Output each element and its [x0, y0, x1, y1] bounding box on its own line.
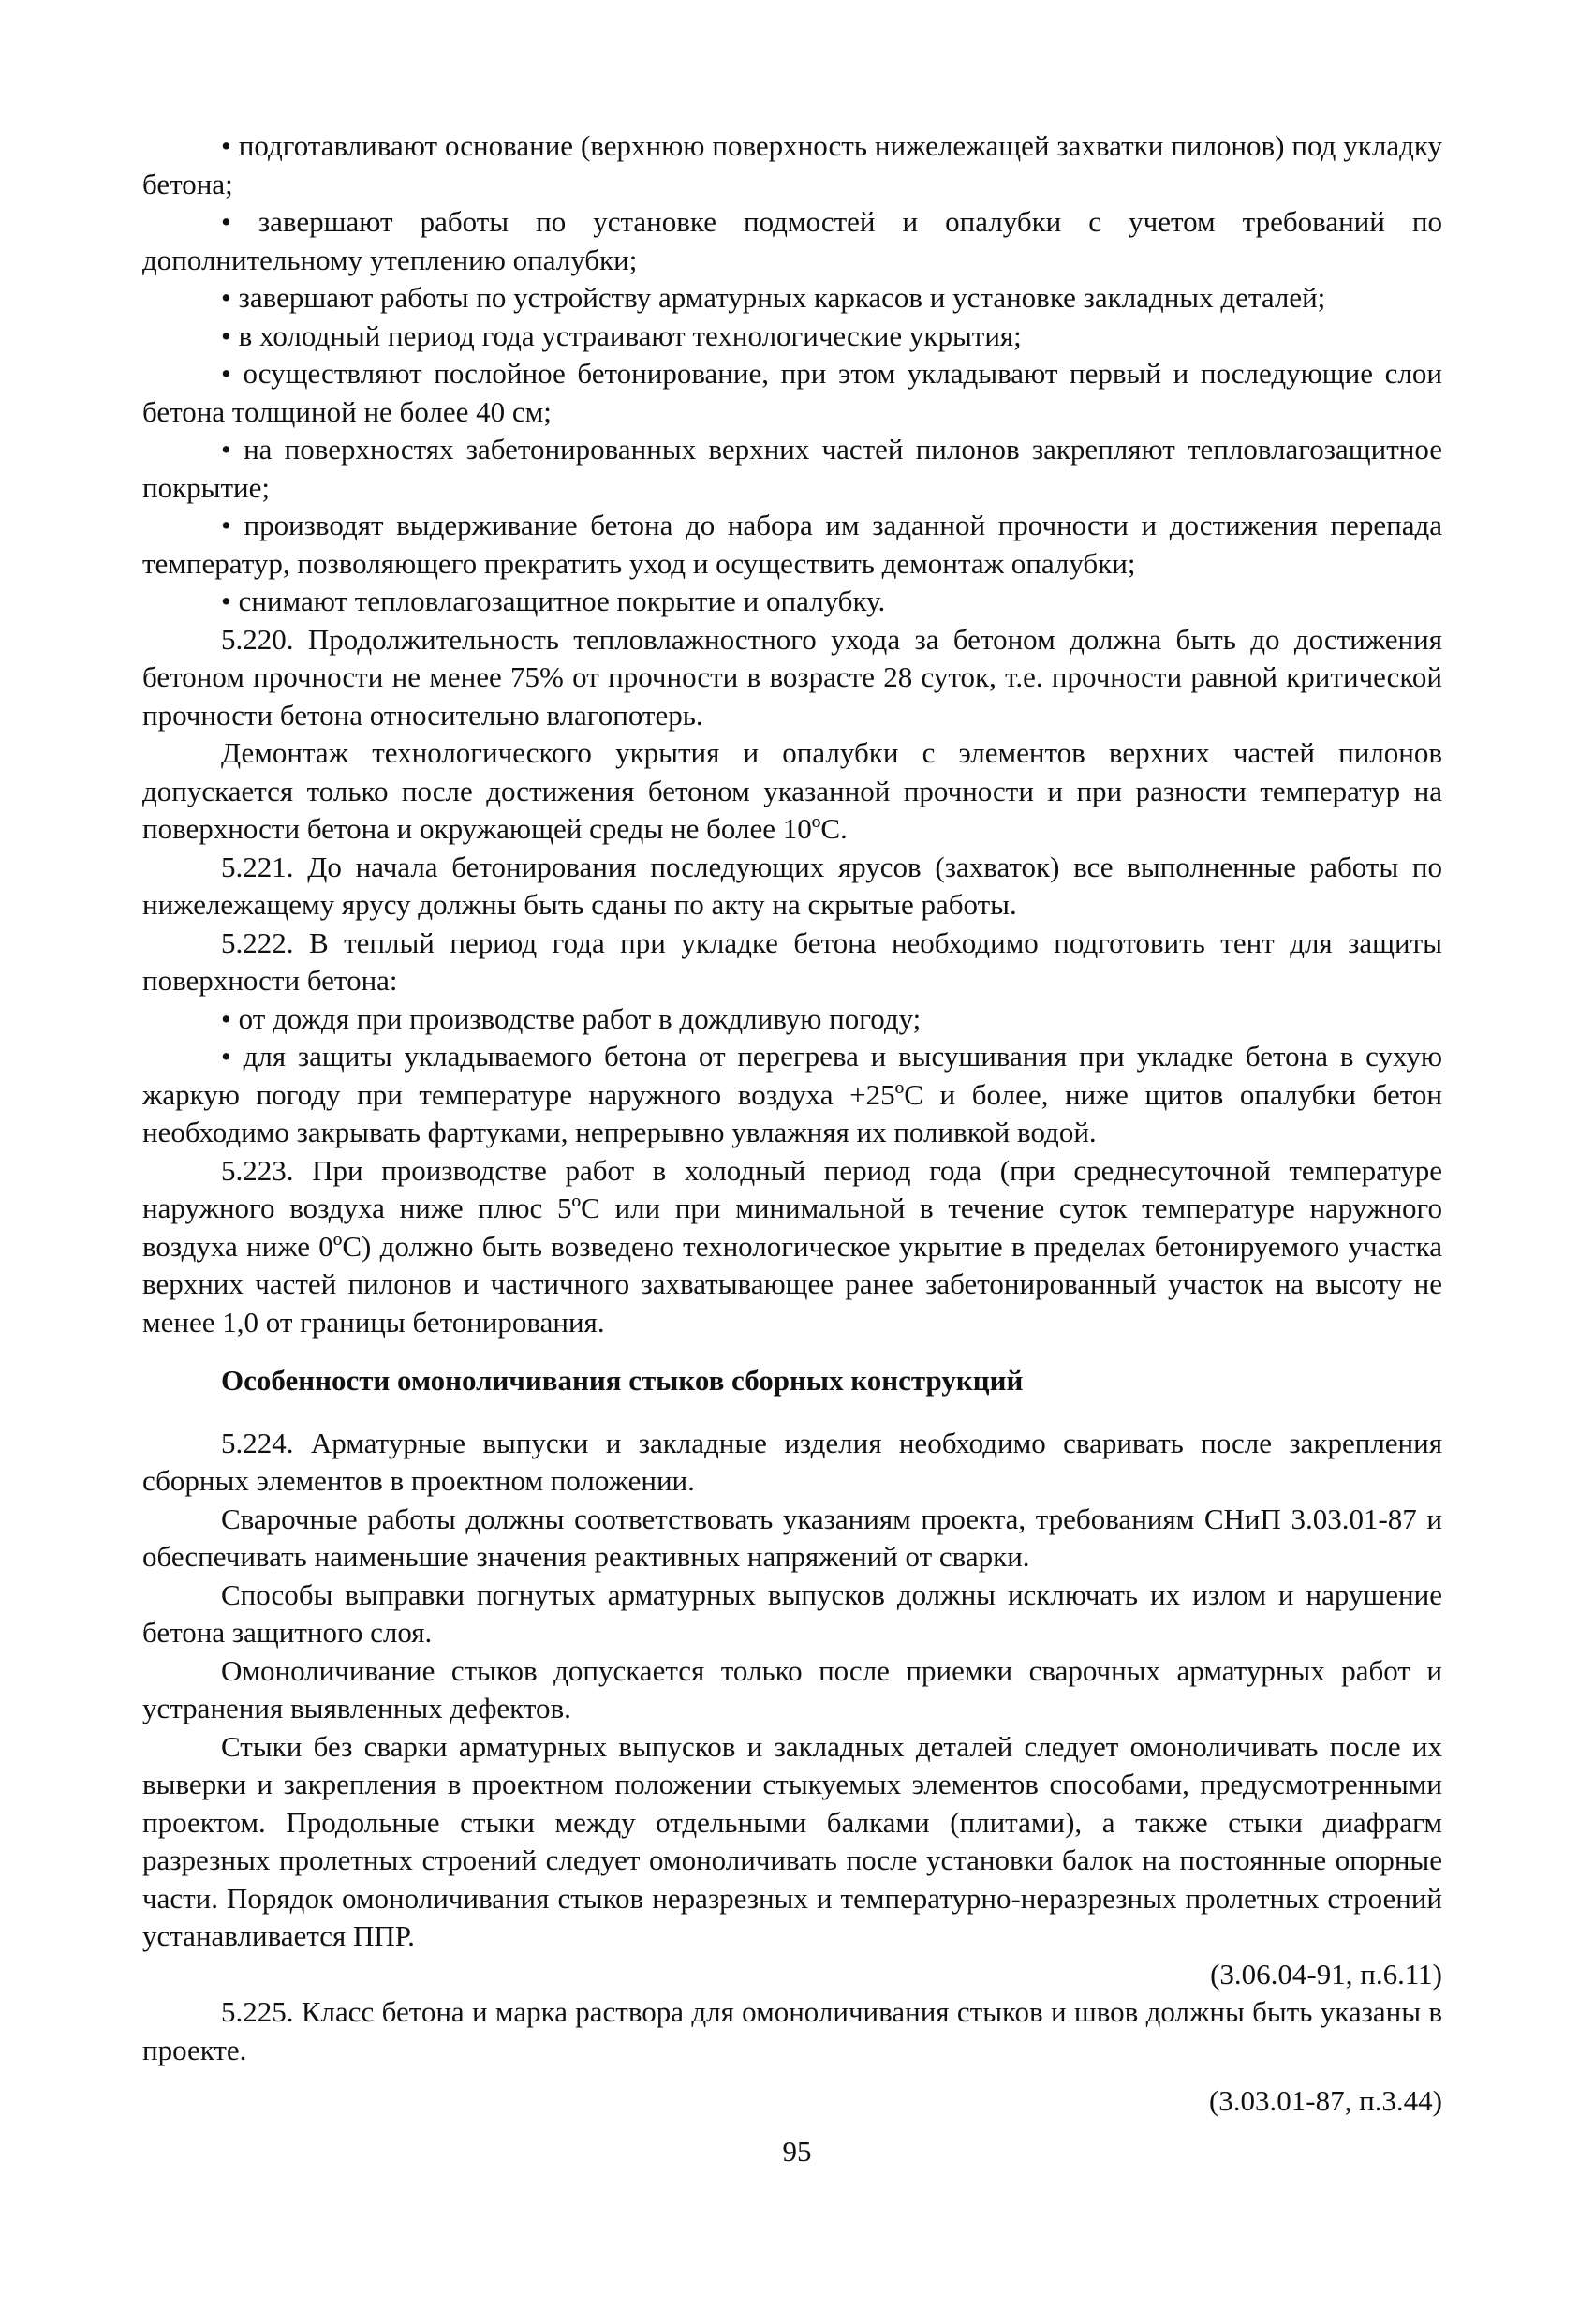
paragraph-styki: Стыки без сварки арматурных выпусков и закладных деталей следует омоноличивать после их выверки и закрепления в проектном положении стыкуемых элементов способами, предусмотренными проектом. Продольные стыки между отдельными балками (плитами), а также стыки диафрагм разрезных пролетных строений следует омоноличивать после установки балок на постоянные опорные части. Порядок омоноличивания стыков неразрезных и температурно-неразрезных пролетных строений устанавливается ППР.	[142, 1729, 1442, 1952]
paragraph-5-221: 5.221. До начала бетонирования последующих ярусов (захваток) все выполненные работы по нижележащему ярусу должны быть сданы по акту на скрытые работы.	[142, 850, 1442, 921]
list-item: • подготавливают основание (верхнюю поверхность нижележащей захватки пилонов) под укладку бетона;	[142, 127, 1442, 203]
paragraph-5-220: 5.220. Продолжительность тепловлажностного ухода за бетоном должна быть до достижения бетоном прочности не менее 75% от прочности в возрасте 28 суток, т.е. прочности равной критической прочности бетона относительно влагопотерь.	[142, 622, 1442, 732]
page-number: 95	[782, 2135, 812, 2168]
list-item: • от дождя при производстве работ в дождливую погоду;	[142, 1000, 1442, 1039]
list-item: • снимают тепловлагозащитное покрытие и опалубку.	[142, 583, 1442, 621]
section-heading: Особенности омоноличивания стыков сборных конструкций	[221, 1364, 1024, 1397]
list-item: • завершают работы по установке подмостей и опалубки с учетом требований по дополнительному утеплению опалубки;	[142, 203, 1442, 279]
paragraph-5-224: 5.224. Арматурные выпуски и закладные изделия необходимо сваривать после закрепления сборных элементов в проектном положении.	[142, 1426, 1442, 1497]
list-item: • в холодный период года устраивают технологические укрытия;	[142, 318, 1442, 356]
paragraph-sposoby: Способы выправки погнутых арматурных выпусков должны исключать их излом и нарушение бетона защитного слоя.	[142, 1577, 1442, 1649]
list-item: • производят выдерживание бетона до набора им заданной прочности и достижения перепада температур, позволяющего прекратить уход и осуществить демонтаж опалубки;	[142, 507, 1442, 583]
list-item: • на поверхностях забетонированных верхних частей пилонов закрепляют тепловлагозащитное покрытие;	[142, 431, 1442, 507]
reference-note: (3.03.01-87, п.3.44)	[1208, 2084, 1442, 2117]
paragraph-5-225: 5.225. Класс бетона и марка раствора для омоноличивания стыков и швов должны быть указаны в проекте.	[142, 1995, 1442, 2066]
reference-note: (3.06.04-91, п.6.11)	[1210, 1957, 1442, 1991]
list-item: • для защиты укладываемого бетона от перегрева и высушивания при укладке бетона в сухую жаркую погоду при температуре наружного воздуха +25ºС и более, ниже щитов опалубки бетон необходимо закрывать фартуками, непрерывно увлажняя их поливкой водой.	[142, 1038, 1442, 1152]
list-item: • осуществляют послойное бетонирование, при этом укладывают первый и последующие слои бетона толщиной не более 40 см;	[142, 355, 1442, 431]
paragraph-5-223: 5.223. При производстве работ в холодный период года (при среднесуточной температуре наружного воздуха ниже плюс 5ºС или при минимальной в течение суток температуре наружного воздуха ниже 0ºС) должно быть возведено технологическое укрытие в пределах бетонируемого участка верхних частей пилонов и частичного захватывающее ранее забетонированный участок на высоту не менее 1,0 от границы бетонирования.	[142, 1153, 1442, 1339]
tent-bullet-list	[142, 1000, 1442, 1152]
paragraph-demontazh: Демонтаж технологического укрытия и опалубки с элементов верхних частей пилонов допускается только после достижения бетоном указанной прочности и при разности температур на поверхности бетона и окружающей среды не более 10ºС.	[142, 736, 1442, 845]
paragraph-svarochnye: Сварочные работы должны соответствовать указаниям проекта, требованиям СНиП 3.03.01-87 и обеспечивать наименьшие значения реактивных напряжений от сварки.	[142, 1502, 1442, 1573]
document-page	[142, 127, 1442, 2121]
preparation-bullet-list	[142, 127, 1442, 621]
paragraph-5-222: 5.222. В теплый период года при укладке бетона необходимо подготовить тент для защиты поверхности бетона:	[142, 925, 1442, 997]
paragraph-omonolichivanie: Омоноличивание стыков допускается только после приемки сварочных арматурных работ и устранения выявленных дефектов.	[142, 1653, 1442, 1724]
list-item: • завершают работы по устройству арматурных каркасов и установке закладных деталей;	[142, 279, 1442, 318]
